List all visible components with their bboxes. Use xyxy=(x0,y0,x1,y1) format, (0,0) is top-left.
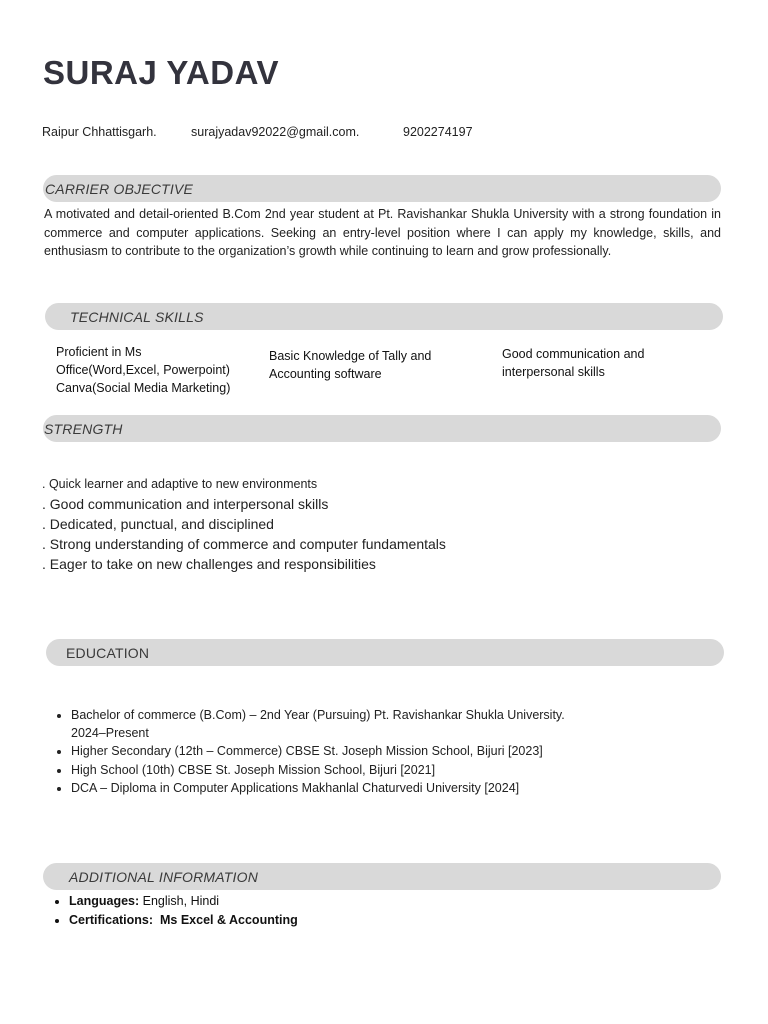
languages-label: Languages: xyxy=(69,894,140,908)
education-entry: High School (10th) CBSE St. Joseph Mission School, Bijuri [2021] xyxy=(71,762,436,777)
objective-text: A motivated and detail-oriented B.Com 2nd year student at Pt. Ravishankar Shukla University with a strong foundation in commerce and computer applications. Seeking an entry-level position where I can apply my knowledge, skills, and enthusiasm to contribute to the organization’s growth while continuing to learn and grow professionally. xyxy=(44,207,721,258)
section-header-technical-skills xyxy=(45,303,723,330)
section-title-strength: STRENGTH xyxy=(44,420,123,437)
candidate-name: SURAJ YADAV xyxy=(43,54,279,91)
section-header-objective xyxy=(43,175,721,202)
skill-line: Good communication and xyxy=(502,347,645,361)
skill-communication xyxy=(502,345,644,381)
section-title-objective: CARRIER OBJECTIVE xyxy=(45,180,194,197)
list-item xyxy=(69,892,298,911)
languages-value: English, Hindi xyxy=(139,894,220,908)
skill-line: Basic Knowledge of Tally and xyxy=(269,349,432,363)
education-entry: Bachelor of commerce (B.Com) – 2nd Year (Pursuing) Pt. Ravishankar Shukla University. xyxy=(71,708,565,722)
additional-info-list xyxy=(50,892,298,929)
skill-line: Proficient in Ms xyxy=(56,345,142,359)
education-list xyxy=(50,706,691,797)
list-item xyxy=(71,706,691,742)
education-period: 2024–Present xyxy=(71,726,149,741)
list-item xyxy=(71,779,691,797)
certifications-value: Ms Excel & Accounting xyxy=(153,912,298,927)
section-header-strength xyxy=(43,415,721,442)
contact-email: surajyadav92022@gmail.com. xyxy=(191,125,360,139)
skill-line: interpersonal skills xyxy=(502,365,605,379)
section-header-education xyxy=(46,639,724,666)
certifications-label: Certifications: xyxy=(69,912,154,927)
list-item xyxy=(71,761,691,779)
education-entry: DCA – Diploma in Computer Applications Makhanlal Chaturvedi University [2024] xyxy=(71,780,520,795)
list-item xyxy=(71,742,691,760)
skill-line: Canva(Social Media Marketing) xyxy=(56,381,231,395)
list-item: . Eager to take on new challenges and responsibilities xyxy=(42,556,376,572)
contact-location: Raipur Chhattisgarh. xyxy=(42,125,157,139)
skill-line: Office(Word,Excel, Powerpoint) xyxy=(56,363,230,377)
section-title-technical-skills: TECHNICAL SKILLS xyxy=(70,308,204,325)
list-item: . Quick learner and adaptive to new environments xyxy=(42,477,318,491)
list-item xyxy=(69,911,298,930)
education-entry: Higher Secondary (12th – Commerce) CBSE St. Joseph Mission School, Bijuri [2023] xyxy=(71,744,543,759)
section-title-additional-info: ADDITIONAL INFORMATION xyxy=(69,868,259,885)
contact-phone: 9202274197 xyxy=(403,125,473,139)
section-header-additional-info xyxy=(43,863,721,890)
list-item: . Good communication and interpersonal skills xyxy=(42,496,329,512)
skill-ms-office xyxy=(56,343,230,397)
section-title-education: EDUCATION xyxy=(66,644,150,661)
strength-list xyxy=(42,474,446,574)
skill-tally xyxy=(269,347,431,383)
list-item: . Strong understanding of commerce and computer fundamentals xyxy=(42,536,446,552)
skill-line: Accounting software xyxy=(269,367,382,381)
list-item: . Dedicated, punctual, and disciplined xyxy=(42,516,274,532)
